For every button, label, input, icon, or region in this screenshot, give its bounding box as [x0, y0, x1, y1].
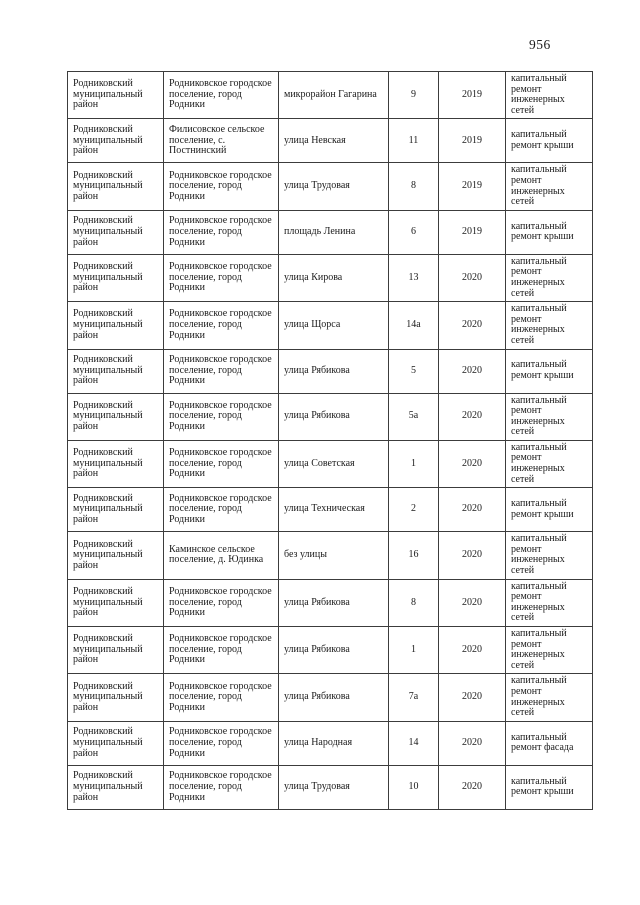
settlement-cell: Родниковское городское поселение, город Родники	[164, 254, 279, 301]
capital-repairs-table	[67, 71, 593, 810]
year-cell: 2020	[439, 579, 506, 626]
district-cell: Родниковский муниципальный район	[68, 674, 164, 721]
street-cell: улица Щорса	[279, 302, 389, 349]
house-number-cell: 2	[389, 488, 439, 532]
table-row	[68, 393, 593, 440]
house-number-cell: 14	[389, 721, 439, 765]
year-cell: 2020	[439, 674, 506, 721]
street-cell: улица Невская	[279, 119, 389, 163]
settlement-cell: Родниковское городское поселение, город Родники	[164, 440, 279, 487]
year-cell: 2020	[439, 254, 506, 301]
year-cell: 2019	[439, 72, 506, 119]
house-number-cell: 9	[389, 72, 439, 119]
repair-type-cell: капитальный ремонт крыши	[506, 765, 593, 809]
house-number-cell: 10	[389, 765, 439, 809]
street-cell: улица Техническая	[279, 488, 389, 532]
street-cell: улица Рябикова	[279, 393, 389, 440]
repair-type-cell: капитальный ремонт крыши	[506, 488, 593, 532]
district-cell: Родниковский муниципальный район	[68, 721, 164, 765]
street-cell: улица Советская	[279, 440, 389, 487]
table-row	[68, 72, 593, 119]
year-cell: 2020	[439, 349, 506, 393]
street-cell: улица Рябикова	[279, 627, 389, 674]
table-row	[68, 765, 593, 809]
street-cell: без улицы	[279, 532, 389, 579]
year-cell: 2020	[439, 721, 506, 765]
street-cell: микрорайон Гагарина	[279, 72, 389, 119]
street-cell: площадь Ленина	[279, 210, 389, 254]
settlement-cell: Родниковское городское поселение, город Родники	[164, 721, 279, 765]
street-cell: улица Рябикова	[279, 674, 389, 721]
house-number-cell: 5а	[389, 393, 439, 440]
house-number-cell: 1	[389, 627, 439, 674]
district-cell: Родниковский муниципальный район	[68, 302, 164, 349]
district-cell: Родниковский муниципальный район	[68, 72, 164, 119]
year-cell: 2020	[439, 488, 506, 532]
table-row	[68, 163, 593, 210]
street-cell: улица Народная	[279, 721, 389, 765]
repair-type-cell: капитальный ремонт крыши	[506, 119, 593, 163]
district-cell: Родниковский муниципальный район	[68, 765, 164, 809]
street-cell: улица Трудовая	[279, 163, 389, 210]
year-cell: 2019	[439, 119, 506, 163]
street-cell: улица Кирова	[279, 254, 389, 301]
district-cell: Родниковский муниципальный район	[68, 254, 164, 301]
table-row	[68, 119, 593, 163]
district-cell: Родниковский муниципальный район	[68, 119, 164, 163]
settlement-cell: Каминское сельское поселение, д. Юдинка	[164, 532, 279, 579]
house-number-cell: 8	[389, 163, 439, 210]
table-row	[68, 674, 593, 721]
street-cell: улица Трудовая	[279, 765, 389, 809]
house-number-cell: 1	[389, 440, 439, 487]
repair-type-cell: капитальный ремонт крыши	[506, 210, 593, 254]
house-number-cell: 6	[389, 210, 439, 254]
settlement-cell: Родниковское городское поселение, город Родники	[164, 765, 279, 809]
repair-type-cell: капитальный ремонт инженерных сетей	[506, 532, 593, 579]
repair-type-cell: капитальный ремонт инженерных сетей	[506, 674, 593, 721]
settlement-cell: Родниковское городское поселение, город Родники	[164, 349, 279, 393]
settlement-cell: Родниковское городское поселение, город Родники	[164, 627, 279, 674]
table-body	[68, 72, 593, 810]
repair-type-cell: капитальный ремонт фасада	[506, 721, 593, 765]
settlement-cell: Родниковское городское поселение, город Родники	[164, 579, 279, 626]
settlement-cell: Родниковское городское поселение, город Родники	[164, 163, 279, 210]
table-row	[68, 627, 593, 674]
district-cell: Родниковский муниципальный район	[68, 163, 164, 210]
settlement-cell: Родниковское городское поселение, город Родники	[164, 488, 279, 532]
repair-type-cell: капитальный ремонт инженерных сетей	[506, 579, 593, 626]
table-row	[68, 532, 593, 579]
street-cell: улица Рябикова	[279, 349, 389, 393]
district-cell: Родниковский муниципальный район	[68, 488, 164, 532]
repair-type-cell: капитальный ремонт крыши	[506, 349, 593, 393]
house-number-cell: 16	[389, 532, 439, 579]
district-cell: Родниковский муниципальный район	[68, 440, 164, 487]
table-row	[68, 302, 593, 349]
district-cell: Родниковский муниципальный район	[68, 627, 164, 674]
year-cell: 2020	[439, 440, 506, 487]
year-cell: 2019	[439, 163, 506, 210]
district-cell: Родниковский муниципальный район	[68, 532, 164, 579]
year-cell: 2020	[439, 765, 506, 809]
district-cell: Родниковский муниципальный район	[68, 393, 164, 440]
repair-type-cell: капитальный ремонт инженерных сетей	[506, 393, 593, 440]
district-cell: Родниковский муниципальный район	[68, 349, 164, 393]
repair-type-cell: капитальный ремонт инженерных сетей	[506, 302, 593, 349]
settlement-cell: Филисовское сельское поселение, с. Постнинский	[164, 119, 279, 163]
district-cell: Родниковский муниципальный район	[68, 210, 164, 254]
table-row	[68, 440, 593, 487]
table-row	[68, 488, 593, 532]
table-row	[68, 579, 593, 626]
table-row	[68, 721, 593, 765]
settlement-cell: Родниковское городское поселение, город Родники	[164, 210, 279, 254]
house-number-cell: 11	[389, 119, 439, 163]
year-cell: 2020	[439, 302, 506, 349]
settlement-cell: Родниковское городское поселение, город Родники	[164, 674, 279, 721]
year-cell: 2019	[439, 210, 506, 254]
house-number-cell: 13	[389, 254, 439, 301]
repair-type-cell: капитальный ремонт инженерных сетей	[506, 254, 593, 301]
table-row	[68, 210, 593, 254]
table-row	[68, 254, 593, 301]
page-number: 956	[529, 37, 551, 52]
repair-type-cell: капитальный ремонт инженерных сетей	[506, 72, 593, 119]
settlement-cell: Родниковское городское поселение, город Родники	[164, 393, 279, 440]
house-number-cell: 14а	[389, 302, 439, 349]
house-number-cell: 8	[389, 579, 439, 626]
year-cell: 2020	[439, 393, 506, 440]
house-number-cell: 7а	[389, 674, 439, 721]
repair-type-cell: капитальный ремонт инженерных сетей	[506, 627, 593, 674]
district-cell: Родниковский муниципальный район	[68, 579, 164, 626]
year-cell: 2020	[439, 532, 506, 579]
settlement-cell: Родниковское городское поселение, город Родники	[164, 72, 279, 119]
house-number-cell: 5	[389, 349, 439, 393]
repair-type-cell: капитальный ремонт инженерных сетей	[506, 440, 593, 487]
year-cell: 2020	[439, 627, 506, 674]
table-row	[68, 349, 593, 393]
street-cell: улица Рябикова	[279, 579, 389, 626]
settlement-cell: Родниковское городское поселение, город Родники	[164, 302, 279, 349]
repair-type-cell: капитальный ремонт инженерных сетей	[506, 163, 593, 210]
